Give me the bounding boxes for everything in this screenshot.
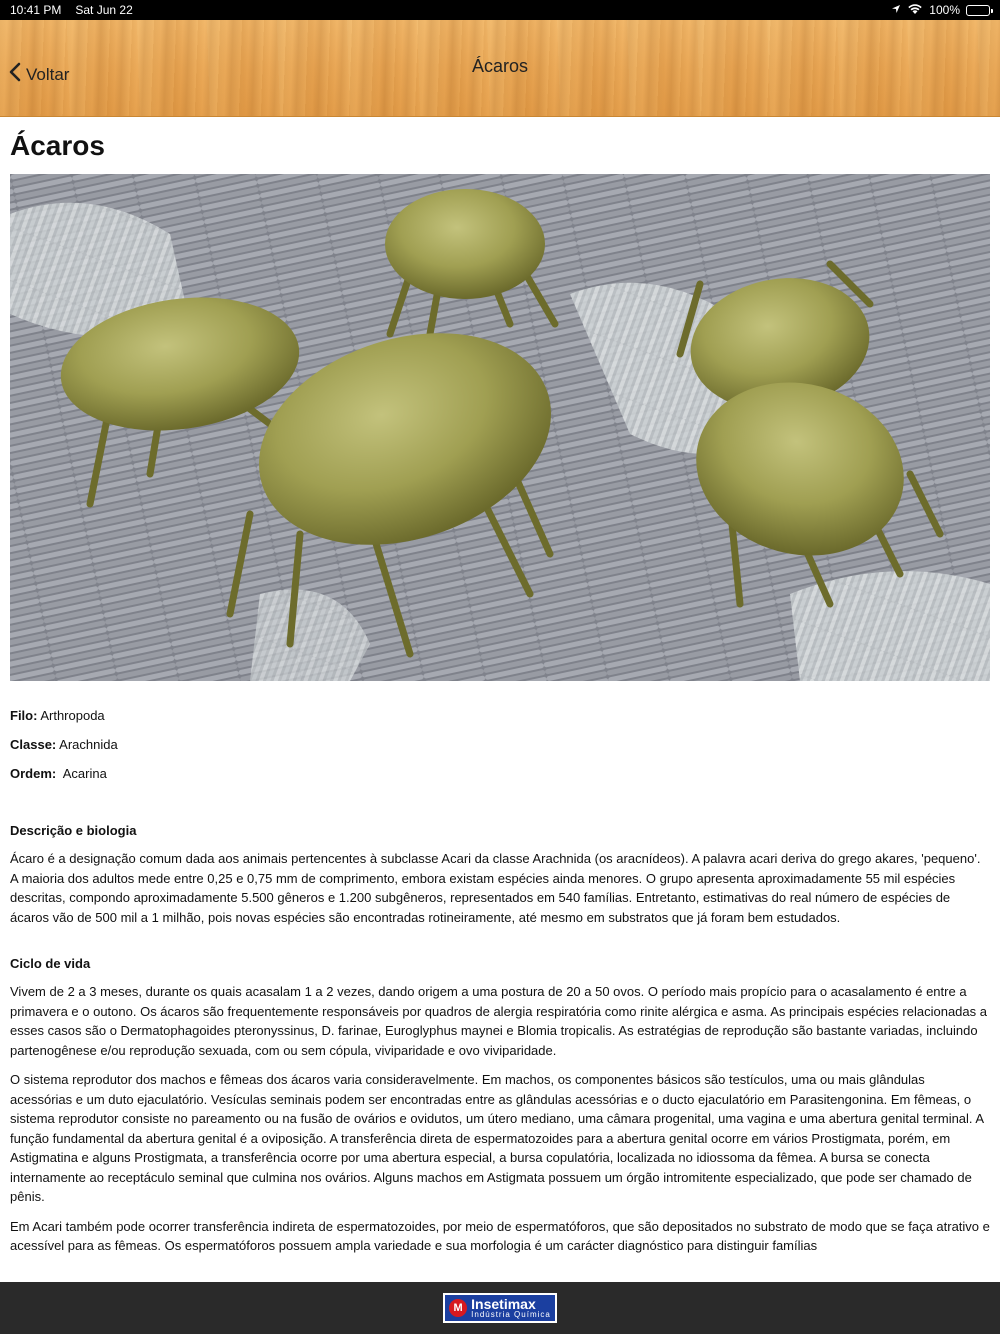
taxonomy-classe bbox=[10, 736, 990, 765]
filo-label: Filo: bbox=[10, 708, 38, 723]
taxonomy-filo bbox=[10, 707, 990, 736]
location-icon bbox=[891, 3, 901, 17]
wifi-icon bbox=[907, 3, 923, 18]
taxonomy-ordem bbox=[10, 765, 990, 794]
description-text: Ácaro é a designação comum dada aos animais pertencentes à subclasse Acari da classe Arachnida (os aracnídeos). A palavra acari deriva do grego akares, 'pequeno'. A maioria dos adultos mede entre 0,25 e 0,75 mm de comprimento, embora existam espécies ainda menores. O grupo apresenta aproximadamente 55 mil espécies descritas, compondo aproximadamente 5.500 gêneros e 1.200 subgêneros, representados em 540 famílias. Entretanto, estimativas do real número de espécies de ácaros vão de 500 mil a 1 milhão, pois novas espécies são encontradas rotineiramente, até mesmo em substratos que já foram bem estudados. bbox=[10, 851, 981, 925]
lifecycle-paragraph-1: Vivem de 2 a 3 meses, durante os quais acasalam 1 a 2 vezes, dando origem a uma postura de 20 a 50 ovos. O período mais propício para o acasalamento é entre a primavera e o outono. Os ácaros são frequentemente responsáveis por quadros de alergia respiratória como rinite alérgica e asma. As principais espécies relacionadas a esses casos são o Dermatophagoides pteronyssinus, D. farinae, Euroglyphus maynei e Blomia tropicalis. As estratégias de reprodução são bastante variadas, incluindo partenogênese e/ou reprodução sexuada, com ou sem cópula, viviparidade e ovo viviparidade. bbox=[10, 984, 987, 1058]
battery-percent: 100% bbox=[929, 3, 960, 17]
status-time: 10:41 PM bbox=[10, 3, 62, 17]
footer-bar bbox=[0, 1282, 1000, 1334]
ordem-value: Acarina bbox=[56, 766, 107, 781]
taxonomy bbox=[10, 707, 990, 794]
lifecycle-paragraph-2: O sistema reprodutor dos machos e fêmeas dos ácaros varia consideravelmente. Em machos, os componentes básicos são testículos, uma ou mais glândulas acessórias e um duto ejaculatório. Vesículas seminais podem ser encontradas entre as glândulas acessórias e o ducto ejaculatório em Parasitengonina. Em fêmeas, o sistema reprodutor consiste no pareamento ou na fusão de ovários e ovidutos, um útero mediano, uma câmara progenital, uma vagina e uma abertura genital terminal. A função fundamental da abertura genital é a oviposição. A transferência direta de espermatozoides para a abertura genital ocorre em vários Prostigmata, porém, em Astigmatina e alguns Prostigmata, a transferência ocorre por uma abertura especial, a bursa copulatória, localizada no idiossoma da fêmea. A bursa se conecta internamente ao receptáculo seminal que culmina nos ovários. Alguns machos em Astigmata possuem um órgão intromitente especializado, que pode ser chamado de pênis. bbox=[10, 1072, 984, 1204]
back-button-label: Voltar bbox=[26, 64, 70, 84]
status-bar bbox=[0, 0, 1000, 20]
insetimax-logo[interactable] bbox=[443, 1293, 557, 1323]
classe-value: Arachnida bbox=[56, 737, 118, 752]
description-heading: Descrição e biologia bbox=[10, 823, 137, 838]
logo-subtitle: Indústria Química bbox=[471, 1310, 551, 1319]
status-date: Sat Jun 22 bbox=[75, 3, 133, 17]
logo-name: Insetimax bbox=[471, 1296, 536, 1312]
lifecycle-paragraph-3: Em Acari também pode ocorrer transferência indireta de espermatozoides, por meio de espermatóforos, que são depositados no substrato de modo que se faça atrativo e acessível para as fêmeas. Os espermatóforos possuem ampla variedade e sua morfologia é um carácter diagnóstico para distinguir famílias bbox=[10, 1218, 990, 1253]
nav-title: Ácaros bbox=[471, 56, 529, 76]
lifecycle-heading: Ciclo de vida bbox=[10, 956, 91, 971]
battery-icon bbox=[966, 5, 990, 16]
dust-mites-photo bbox=[10, 174, 990, 681]
logo-mark-icon: M bbox=[449, 1299, 467, 1317]
page-title: Ácaros bbox=[10, 130, 105, 161]
filo-value: Arthropoda bbox=[37, 708, 105, 723]
ordem-label: Ordem: bbox=[10, 766, 57, 781]
navigation-bar bbox=[0, 20, 1000, 117]
classe-label: Classe: bbox=[10, 737, 57, 752]
article-content[interactable] bbox=[0, 118, 1000, 1282]
status-right bbox=[891, 3, 990, 18]
